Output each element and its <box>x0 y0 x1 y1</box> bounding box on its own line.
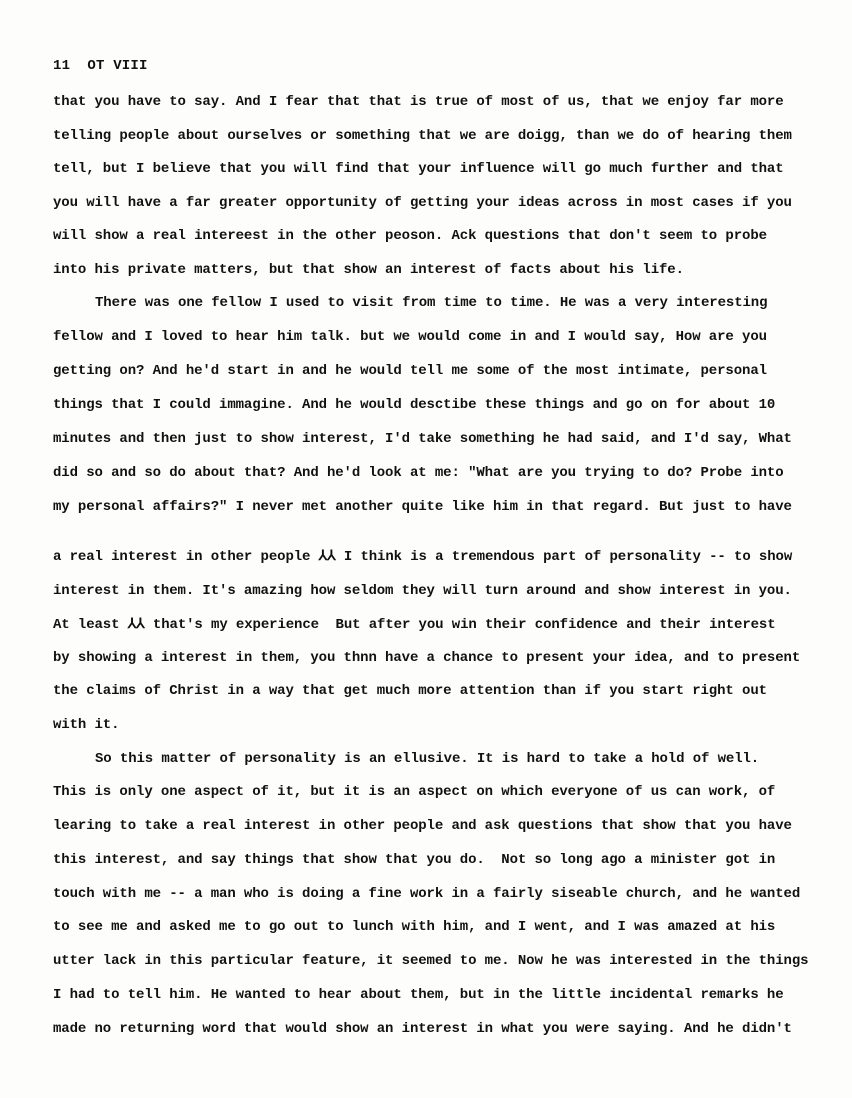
text-line: learing to take a real interest in other people and ask questions that show that you have <box>53 818 792 834</box>
text-line: getting on? And he'd start in and he would tell me some of the most intimate, personal <box>53 363 767 379</box>
text-line: my personal affairs?" I never met another quite like him in that regard. But just to have <box>53 499 792 515</box>
text-line: did so and so do about that? And he'd look at me: "What are you trying to do? Probe into <box>53 465 784 481</box>
text-line: This is only one aspect of it, but it is an aspect on which everyone of us can work, of <box>53 784 776 800</box>
text-line: will show a real intereest in the other peoson. Ack questions that don't seem to probe <box>53 228 767 244</box>
text-line: with it. <box>53 717 120 733</box>
text-line: the claims of Christ in a way that get much more attention than if you start right out <box>53 683 767 699</box>
text-line: to see me and asked me to go out to lunch with him, and I went, and I was amazed at his <box>53 919 776 935</box>
text-line: utter lack in this particular feature, it seemed to me. Now he was interested in the things <box>53 953 809 969</box>
text-line: this interest, and say things that show that you do. Not so long ago a minister got in <box>53 852 776 868</box>
text-line: by showing a interest in them, you thnn have a chance to present your idea, and to present <box>53 650 801 666</box>
text-line: a real interest in other people ⅄⅄ I think is a tremendous part of personality -- to show <box>53 549 793 565</box>
text-line: interest in them. It's amazing how seldom they will turn around and show interest in you. <box>53 583 792 599</box>
text-line: tell, but I believe that you will find that your influence will go much further and that <box>53 161 784 177</box>
text-line: made no returning word that would show an interest in what you were saying. And he didn't <box>53 1021 792 1037</box>
text-line: minutes and then just to show interest, I'd take something he had said, and I'd say, What <box>53 431 792 447</box>
text-line: that you have to say. And I fear that that is true of most of us, that we enjoy far more <box>53 94 784 110</box>
text-line: telling people about ourselves or something that we are doigg, than we do of hearing them <box>53 128 792 144</box>
text-line: you will have a far greater opportunity of getting your ideas across in most cases if you <box>53 195 792 211</box>
text-line: So this matter of personality is an ellusive. It is hard to take a hold of well. <box>95 751 760 767</box>
text-line: There was one fellow I used to visit from time to time. He was a very interesting <box>95 295 768 311</box>
text-line: fellow and I loved to hear him talk. but we would come in and I would say, How are you <box>53 329 767 345</box>
text-line: At least ⅄⅄ that's my experience But after you win their confidence and their interest <box>53 617 776 633</box>
text-line: things that I could immagine. And he would desctibe these things and go on for about 10 <box>53 397 776 413</box>
text-line: I had to tell him. He wanted to hear about them, but in the little incidental remarks he <box>53 987 784 1003</box>
text-line: into his private matters, but that show an interest of facts about his life. <box>53 262 684 278</box>
page-header: 11 OT VIII <box>53 58 148 74</box>
text-line: touch with me -- a man who is doing a fine work in a fairly siseable church, and he wanted <box>53 886 801 902</box>
